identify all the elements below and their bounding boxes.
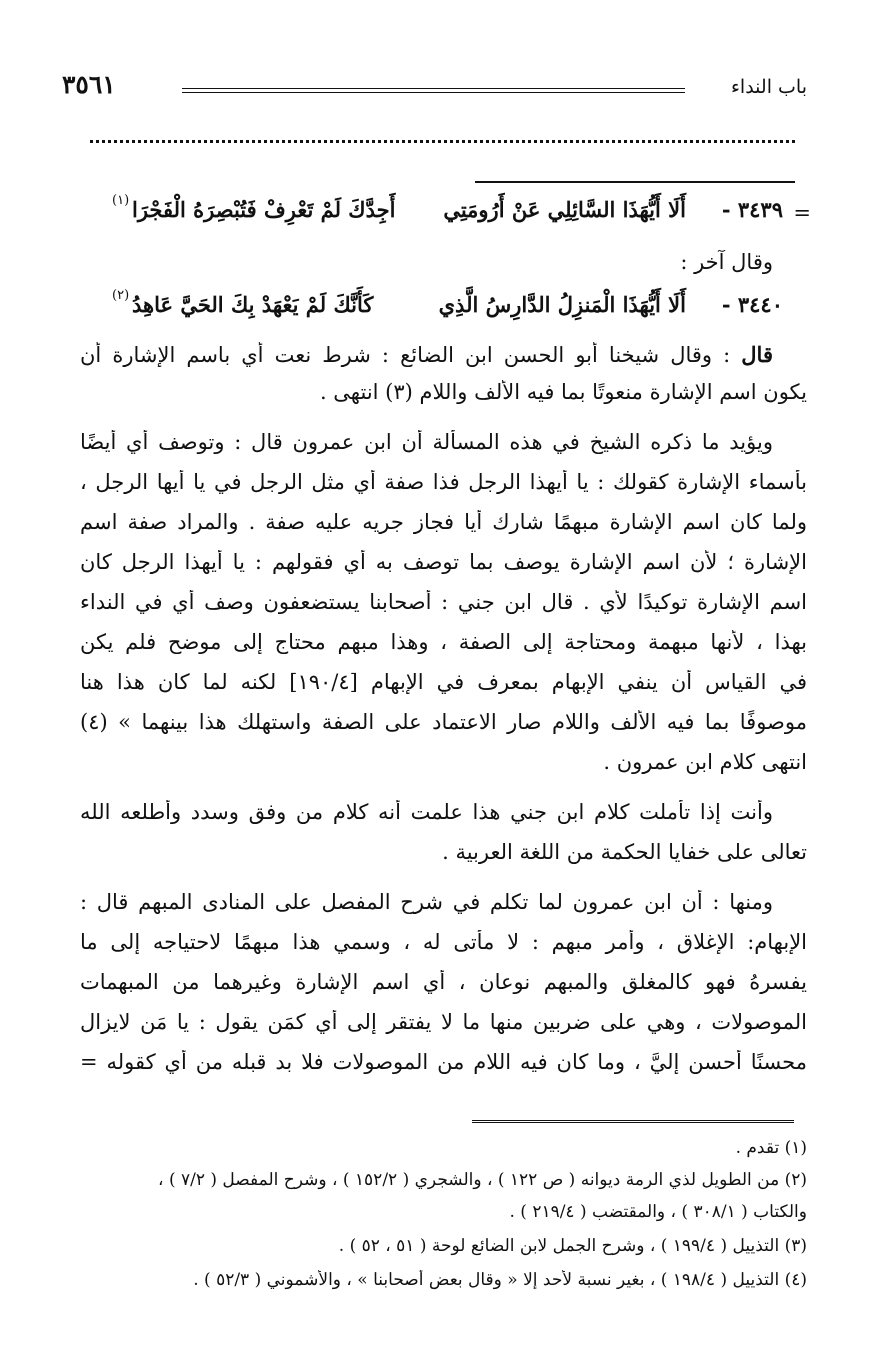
- verse-3439: [72, 193, 811, 243]
- body-line-4: بأسماء الإشارة كقولك : يا أيهذا الرجل فذا صفة أي مثل الرجل في يا أيها الرجل ،: [80, 470, 807, 494]
- body-line-1: [80, 342, 773, 367]
- verse-number: ٣٤٤٠ -: [721, 292, 783, 317]
- body-line-17: الموصولات ، وهي على ضربين منها ما لا يفتقر إلى أي كمَن يقول : يا مَن لايزال: [80, 1010, 807, 1034]
- body-line-12: وأنت إذا تأملت كلام ابن جني هذا علمت أنه كلام من وفق وسدد وأطلعه الله: [80, 800, 773, 824]
- verse-separator: [475, 181, 795, 183]
- footnote-2: (٢) من الطويل لذي الرمة ديوانه ( ص ١٢٢ ) ، والشجري ( ١٥٢/٢ ) ، وشرح المفصل ( ٧/٢ ) ،: [158, 1170, 807, 1190]
- verse-3440: [72, 288, 811, 338]
- body-line-10: موصوفًا بما فيه الألف واللام صار الاعتماد على الصفة واستهلك هذا بينهما » (٤): [80, 710, 807, 734]
- body-line-7: اسم الإشارة توكيدًا لأي . قال ابن جني : أصحابنا يستضعفون وصف أي في النداء: [80, 590, 807, 614]
- chapter-title: باب النداء: [731, 76, 807, 98]
- body-line-2: يكون اسم الإشارة منعوتًا بما فيه الألف واللام (٣) انتهى .: [319, 380, 807, 404]
- page-header: [62, 70, 807, 110]
- intro-line: وقال آخر :: [680, 250, 773, 274]
- footnote-ref: (١): [112, 193, 130, 208]
- page-number: ٣٥٦١: [62, 70, 116, 99]
- footnote-ref: (٢): [112, 288, 130, 303]
- body-line-11: انتهى كلام ابن عمرون .: [603, 750, 807, 774]
- verse-hemistich-1: أَلَا أَيُّهَذَا الْمَنزِلُ الدَّارِسُ الَّذِي: [438, 292, 686, 317]
- footnote-separator: [472, 1120, 794, 1123]
- body-text: : وقال شيخنا أبو الحسن ابن الضائع : شرط نعت أي باسم الإشارة أن: [80, 343, 742, 367]
- said-keyword: قال: [741, 342, 773, 367]
- body-line-3: ويؤيد ما ذكره الشيخ في هذه المسألة أن ابن عمرون قال : وتوصف أي أيضًا: [80, 430, 773, 454]
- verse-hemistich-2: أَجِدَّكَ لَمْ تَعْرِفْ فَتُبْصِرَهُ الْفَجْرَا: [132, 197, 396, 222]
- body-line-13: تعالى على خفايا الحكمة من اللغة العربية .: [442, 840, 807, 864]
- body-line-14: ومنها : أن ابن عمرون لما تكلم في شرح المفصل على المنادى المبهم قال :: [80, 890, 773, 914]
- body-line-8: بهذا ، لأنها مبهمة ومحتاجة إلى الصفة ، وهذا مبهم محتاج إلى موضح فلم يكن: [80, 630, 807, 654]
- verse-number: ٣٤٣٩ -: [721, 197, 783, 222]
- continuation-mark: =: [793, 201, 811, 225]
- header-rule: [182, 88, 685, 93]
- footnote-3: (٣) التذييل ( ١٩٩/٤ ) ، وشرح الجمل لابن الضائع لوحة ( ٥١ ، ٥٢ ) .: [338, 1236, 807, 1256]
- body-line-9: في القياس أن ينفي الإبهام بمعرف في الإبهام [١٩٠/٤] لكنه لما كان هذا هنا: [80, 670, 807, 694]
- body-line-18: محسنًا أحسن إليَّ ، وما كان فيه اللام من الموصولات فلا بد قبله من أي كقوله =: [80, 1050, 807, 1074]
- footnote-1: (١) تقدم .: [735, 1138, 807, 1158]
- verse-hemistich-1: أَلَا أَيُّهَذَا السَّائِلِي عَنْ أَرُومَتِي: [443, 197, 686, 222]
- verse-hemistich-2: كَأَنَّكَ لَمْ يَعْهَدْ بِكَ الحَيَّ عَاهِدُ: [132, 292, 374, 317]
- dotted-divider: [90, 140, 795, 143]
- body-line-16: يفسرهُ فهو كالمغلق والمبهم نوعان ، أي اسم الإشارة وغيرهما من المبهمات: [80, 970, 807, 994]
- body-line-15: الإبهام: الإغلاق ، وأمر مبهم : لا مأتى له ، وسمي هذا مبهمًا لاحتياجه إلى ما: [80, 930, 807, 954]
- body-line-5: ولما كان اسم الإشارة مبهمًا شارك أيا فجاز جريه عليه صفة . والمراد صفة اسم: [80, 510, 807, 534]
- body-line-6: الإشارة ؛ لأن اسم الإشارة يوصف بما توصف به أي فقولهم : يا أيهذا الرجل كان: [80, 550, 807, 574]
- footnote-4: (٤) التذييل ( ١٩٨/٤ ) ، بغير نسبة لأحد إلا « وقال بعض أصحابنا » ، والأشموني ( ٥٢/٣ ) .: [193, 1270, 807, 1290]
- footnote-2-cont: والكتاب ( ٣٠٨/١ ) ، والمقتضب ( ٢١٩/٤ ) .: [509, 1202, 807, 1222]
